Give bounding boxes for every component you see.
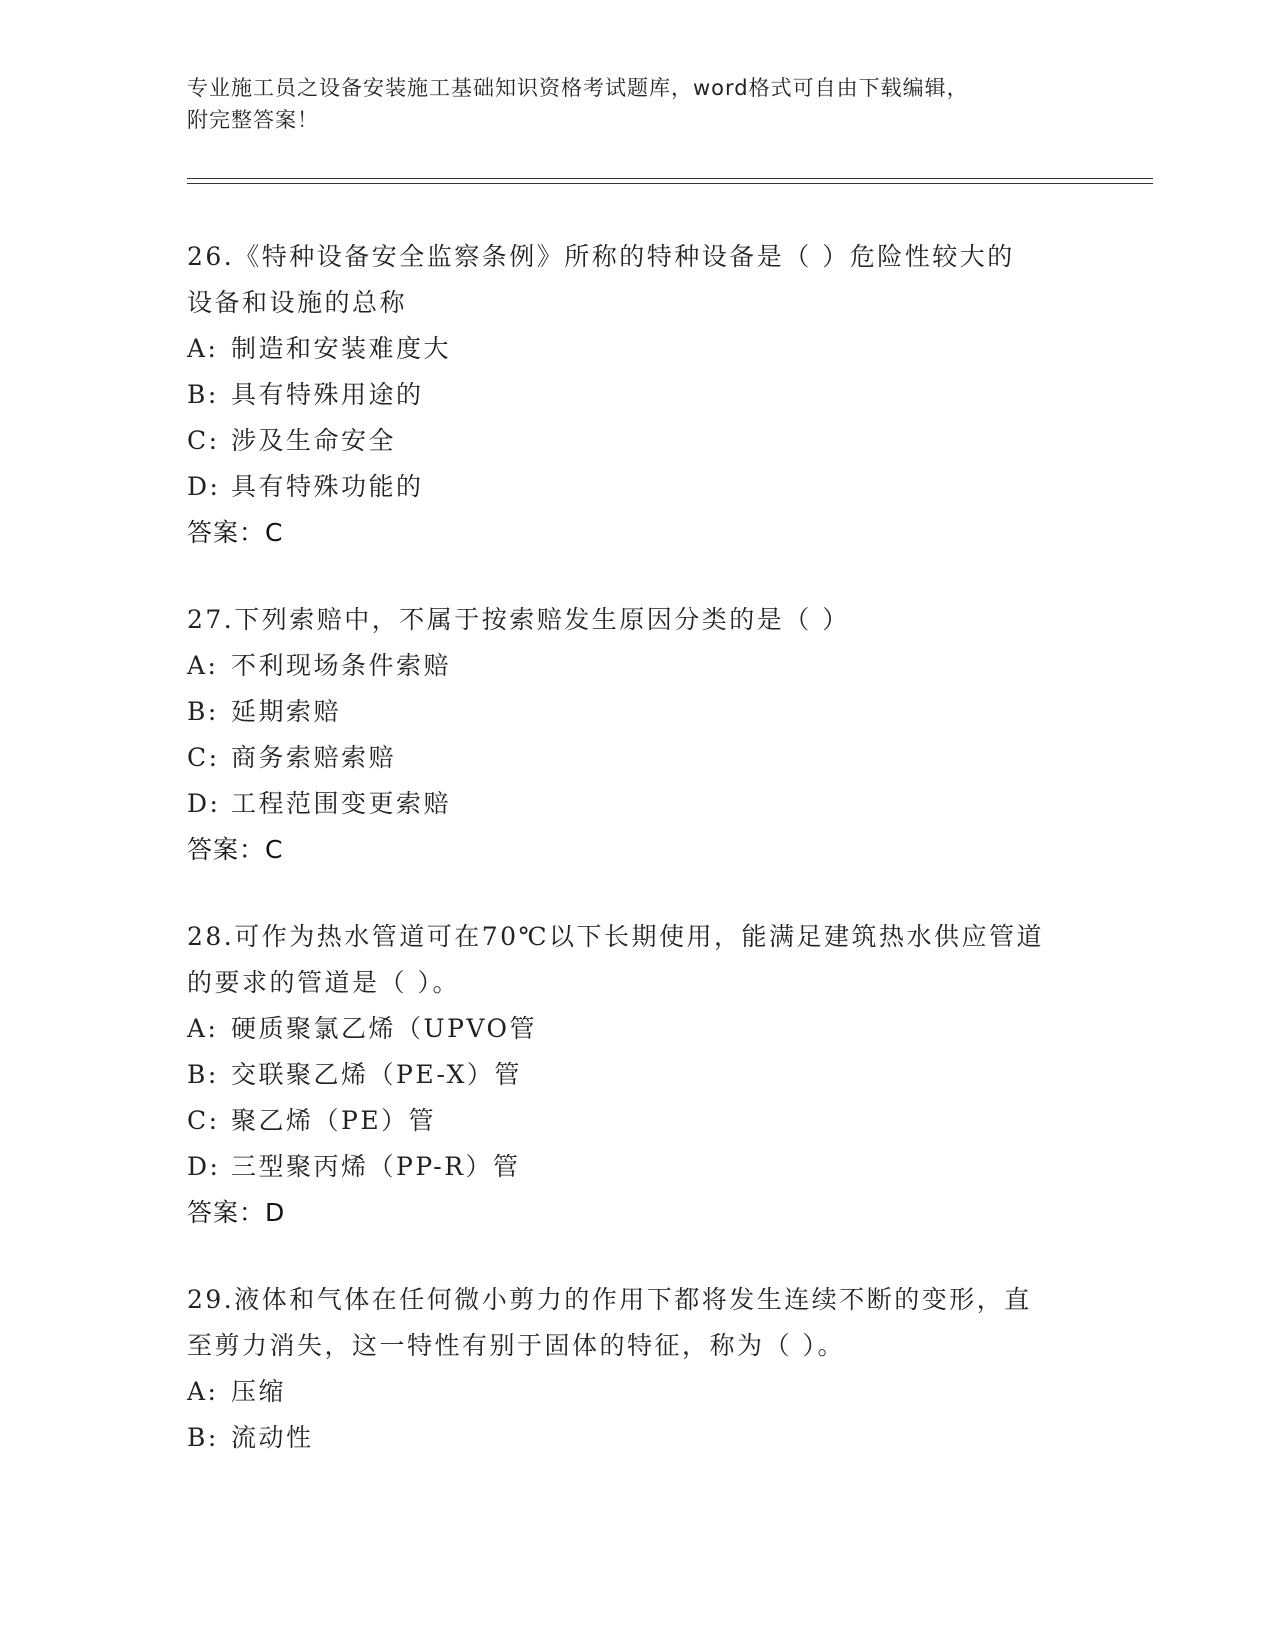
option-c (187, 735, 1087, 781)
option-text: 流动性 (231, 1423, 314, 1452)
option-key: C: (187, 426, 220, 455)
option-b (187, 689, 1087, 735)
option-d (187, 464, 1087, 510)
header-divider-bottom (187, 183, 1153, 184)
header-line-1: 专业施工员之设备安装施工基础知识资格考试题库，word格式可自由下载编辑， (187, 76, 969, 100)
option-c (187, 418, 1087, 464)
question-stem-line: 29.液体和气体在任何微小剪力的作用下都将发生连续不断的变形，直 (187, 1285, 1032, 1314)
question-stem-line: 至剪力消失，这一特性有别于固体的特征，称为（ ）。 (187, 1331, 845, 1360)
option-text: 不利现场条件索赔 (231, 651, 452, 680)
option-text: 三型聚丙烯（PP-R）管 (231, 1152, 521, 1181)
option-text: 商务索赔索赔 (231, 743, 397, 772)
header-line-2: 附完整答案！ (187, 108, 319, 132)
option-key: A: (187, 334, 219, 363)
option-a (187, 326, 1087, 372)
question-stem-line: 的要求的管道是（ ）。 (187, 968, 460, 997)
option-key: D: (187, 789, 221, 818)
option-key: A: (187, 1014, 219, 1043)
option-b (187, 1415, 1087, 1461)
option-text: 具有特殊用途的 (231, 380, 424, 409)
answer-line: 答案：C (187, 835, 284, 864)
option-b (187, 1052, 1087, 1098)
question-27 (187, 597, 1087, 873)
option-text: 交联聚乙烯（PE-X）管 (231, 1060, 522, 1089)
header-divider-top (187, 178, 1153, 179)
option-key: B: (187, 1423, 219, 1452)
option-text: 涉及生命安全 (231, 426, 397, 455)
option-key: D: (187, 472, 221, 501)
question-29 (187, 1277, 1087, 1461)
option-b (187, 372, 1087, 418)
question-28 (187, 914, 1087, 1236)
option-text: 延期索赔 (231, 697, 342, 726)
document-header (187, 72, 1067, 136)
option-key: A: (187, 651, 219, 680)
option-d (187, 781, 1087, 827)
option-key: B: (187, 697, 219, 726)
option-key: B: (187, 380, 219, 409)
question-stem-line: 27.下列索赔中，不属于按索赔发生原因分类的是（ ） (187, 605, 850, 634)
option-key: D: (187, 1152, 221, 1181)
option-a (187, 643, 1087, 689)
answer-line: 答案：C (187, 518, 284, 547)
question-stem-line: 26.《特种设备安全监察条例》所称的特种设备是（ ）危险性较大的 (187, 242, 1015, 271)
question-26 (187, 234, 1087, 556)
option-key: B: (187, 1060, 219, 1089)
option-c (187, 1098, 1087, 1144)
option-text: 工程范围变更索赔 (231, 789, 452, 818)
option-key: C: (187, 743, 220, 772)
question-stem-line: 设备和设施的总称 (187, 288, 408, 317)
option-text: 具有特殊功能的 (231, 472, 424, 501)
option-d (187, 1144, 1087, 1190)
option-text: 聚乙烯（PE）管 (231, 1106, 437, 1135)
option-a (187, 1369, 1087, 1415)
option-key: C: (187, 1106, 220, 1135)
question-stem-line: 28.可作为热水管道可在70℃以下长期使用，能满足建筑热水供应管道 (187, 922, 1045, 951)
answer-line: 答案：D (187, 1198, 286, 1227)
option-key: A: (187, 1377, 219, 1406)
option-a (187, 1006, 1087, 1052)
option-text: 硬质聚氯乙烯（UPVO管 (231, 1014, 538, 1043)
option-text: 压缩 (231, 1377, 287, 1406)
option-text: 制造和安装难度大 (231, 334, 452, 363)
